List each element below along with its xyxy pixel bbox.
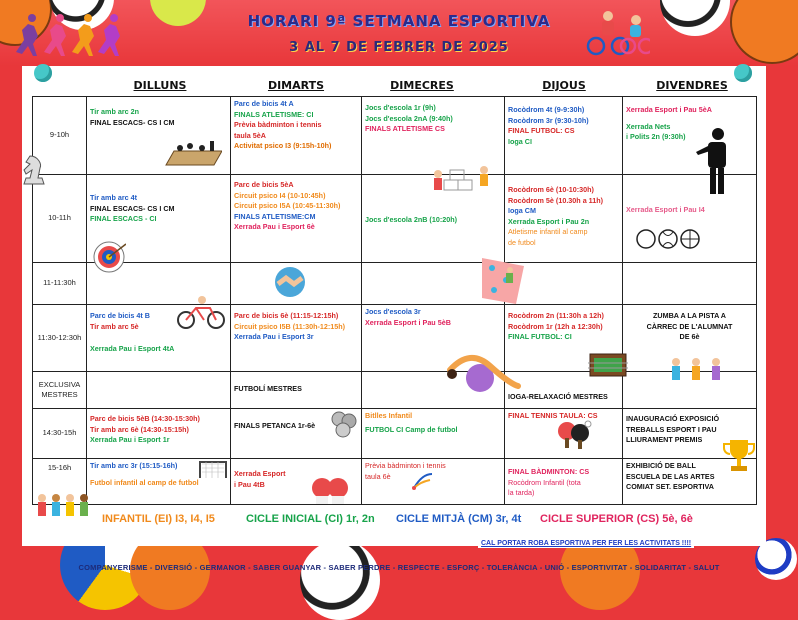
cell-r1-fri	[623, 97, 757, 175]
cell-r7-thu	[505, 459, 623, 505]
activity: Prèvia bàdminton i tennis	[365, 461, 446, 470]
activity: Bitlles Infantil	[365, 411, 413, 420]
activity: FINAL ESCACS - CI	[90, 214, 157, 223]
activity: i Polits 2n (9:30h)	[626, 132, 686, 141]
activity: la tarda)	[508, 488, 535, 497]
activity: Jocs d'escola 2nB (10:20h)	[365, 215, 457, 224]
activity: Parc de bicis 5èB (14:30-15:30h)	[90, 414, 200, 423]
time-cell: 11:30-12:30h	[33, 305, 87, 372]
day-header-fri: DIVENDRES	[656, 79, 728, 92]
schedule-table	[32, 96, 757, 505]
table-row	[33, 263, 757, 305]
activity: i Pau 4tB	[234, 479, 265, 489]
table-row	[33, 305, 757, 372]
boxing-glove-icon	[310, 472, 350, 506]
cell-r5-tue	[231, 372, 362, 409]
climbing-wall-icon	[482, 258, 524, 304]
legend-cicle-inicial: CICLE INICIAL (CI) 1r, 2n	[246, 513, 375, 525]
activity: Jocs d'escola 2nA (9:40h)	[365, 113, 453, 123]
activity: FINAL FUTBOL: CS	[508, 126, 575, 135]
activity: DE 6è	[679, 332, 700, 341]
activity: Circuit psico I5B (11:30h-12:15h)	[234, 321, 346, 331]
yoga-ball-icon	[446, 352, 522, 394]
activity: FUTBOLÍ MESTRES	[234, 384, 302, 393]
activity: Rocòdrom 1r (12h a 12:30h)	[508, 321, 603, 331]
activity: Tir amb arc 5è	[90, 321, 139, 331]
activity: FINAL FUTBOL: CI	[508, 332, 572, 341]
activity: de futbol	[508, 237, 536, 247]
football-icon-bottom	[300, 540, 380, 620]
cell-r3-fri	[623, 263, 757, 305]
activity: Xerrada Pau i Esport 6è	[234, 222, 315, 231]
cell-r5-mon	[87, 372, 231, 409]
table-row	[33, 97, 757, 175]
day-header-mon: DILLUNS	[133, 79, 187, 92]
activity: ZUMBA A LA PISTA A	[653, 311, 726, 320]
hopscotch-icon	[428, 160, 494, 200]
activity: FUTBOL CI Camp de futbol	[365, 424, 458, 434]
chess-icon	[158, 137, 222, 167]
badminton-icon	[410, 470, 434, 494]
archery-target-icon	[92, 240, 126, 274]
table-row	[33, 372, 757, 409]
football-goal-icon	[198, 458, 228, 480]
pin-icon-left	[34, 64, 52, 82]
activity: Tir amb arc 3r (15:15-16h)	[90, 461, 178, 470]
activity: Xerrada Esport i Pau I4	[626, 205, 705, 214]
activity: FINALS ATLETISME CS	[365, 124, 445, 133]
petanque-icon	[330, 410, 358, 438]
day-header-thu: DIJOUS	[542, 79, 586, 92]
page-title: HORARI 9ª SETMANA ESPORTIVA	[247, 12, 551, 30]
activity: Parc de bicis 4t A	[234, 99, 294, 108]
activity: FINALS PETANCA 1r-6è	[234, 421, 316, 430]
activity: EXHIBICIÓ DE BALL	[626, 461, 696, 470]
legend-infantil: INFANTIL (EI) I3, I4, I5	[102, 513, 215, 525]
peace-balls-icon	[636, 228, 700, 250]
time-cell: 14:30-15h	[33, 409, 87, 459]
activity: FINALS ATLETISME: CI	[234, 109, 314, 119]
activity: TREBALLS ESPORT I PAU	[626, 424, 717, 434]
time-cell: 9-10h	[33, 97, 87, 175]
legend-cicle-mitja: CICLE MITJÀ (CM) 3r, 4t	[396, 513, 522, 525]
activity: Jocs d'escola 1r (9h)	[365, 103, 436, 112]
activity: Parc de bicis 6è (11:15-12:15h)	[234, 311, 339, 320]
activity: FINAL BÀDMINTON: CS	[508, 467, 590, 476]
page-subtitle: 3 AL 7 DE FEBRER DE 2025	[289, 40, 509, 55]
cell-r4-tue	[231, 305, 362, 372]
activity: Circuit psico I5A (10:45-11:30h)	[234, 201, 341, 210]
time-cell: 10-11h	[33, 175, 87, 263]
kids-group-icon	[34, 492, 98, 518]
foosball-icon	[588, 348, 628, 382]
activity: Xerrada Pau i Esport 1r	[90, 435, 170, 444]
time-cell: EXCLUSIVA MESTRES	[33, 372, 87, 409]
activity: Ioga CM	[508, 206, 536, 215]
activity: CÀRREC DE L'ALUMNAT	[646, 321, 733, 331]
activity: Tir amb arc 4t	[90, 193, 138, 202]
activity: Circuit psico I4 (10-10:45h)	[234, 190, 326, 200]
time-cell: 15-16h	[33, 459, 87, 505]
activity: taula 5èA	[234, 130, 266, 140]
activity: FINALS ATLETISME:CM	[234, 211, 316, 221]
activity: ESCUELA DE LAS ARTES	[626, 471, 715, 481]
activity: COMIAT SET. ESPORTIVA	[626, 482, 714, 491]
chess-knight-icon	[16, 152, 52, 186]
activity: Prèvia bàdminton i tennis	[234, 120, 322, 129]
activity: Rocòdrom 2n (11:30h a 12h)	[508, 311, 604, 320]
day-header-wed: DIMECRES	[390, 79, 454, 92]
activity: Xerrada Esport i Pau 2n	[508, 216, 590, 226]
activity: FINAL TENNIS TAULA: CS	[508, 411, 598, 420]
activity: Xerrada Nets	[626, 121, 671, 131]
activity: Xerrada Pau i Esport 3r	[234, 332, 314, 341]
activity: IOGA-RELAXACIÓ MESTRES	[508, 392, 608, 401]
activity: Xerrada Esport	[234, 469, 286, 478]
activity: Xerrada Esport i Pau 5èB	[365, 317, 451, 327]
activity: Rocòdrom 6è (10-10:30h)	[508, 185, 594, 194]
activity: Ioga CI	[508, 136, 532, 146]
activity: Activitat psico I3 (9:15h-10h)	[234, 141, 332, 150]
activity: Xerrada Esport i Pau 5èA	[626, 105, 712, 114]
activity: LLIURAMENT PREMIS	[626, 435, 703, 444]
activity: Rocòdrom 5è (10.30h a 11h)	[508, 195, 604, 205]
activity: INAUGURACIÓ EXPOSICIÓ	[626, 414, 720, 423]
cell-r1-tue	[231, 97, 362, 175]
activity: Rocòdrom 4t (9-9:30h)	[508, 105, 585, 114]
activity: Jocs d'escola 3r	[365, 307, 421, 316]
time-cell: 11-11:30h	[33, 263, 87, 305]
activity: Tir amb arc 6è (14:30-15:15h)	[90, 424, 189, 434]
zumba-dancers-icon	[666, 356, 726, 396]
cell-r2-tue	[231, 175, 362, 263]
values-line: COMPANYERISME - DIVERSIÓ - GERMANOR - SABER GUANYAR - SABER PERDRE - RESPECTE - ESFORÇ - TOLERÀNCIA - UNIÓ - ESPORTIVITAT - SOLIDARITAT - SALUT	[78, 563, 720, 572]
table-row	[33, 459, 757, 505]
cell-r6-mon	[87, 409, 231, 459]
teacher-whistle-icon	[694, 126, 734, 196]
cell-r6-wed	[362, 409, 505, 459]
activity: FINAL ESCACS- CS I CM	[90, 117, 175, 127]
table-row	[33, 409, 757, 459]
activity: taula 6è	[365, 471, 391, 481]
day-header-tue: DIMARTS	[267, 79, 325, 92]
cell-r2-thu	[505, 175, 623, 263]
bicycle-icon	[176, 294, 226, 330]
clothing-note: CAL PORTAR ROBA ESPORTIVA PER FER LES ACTIVITATS !!!!	[478, 539, 694, 548]
legend-cicle-superior: CICLE SUPERIOR (CS) 5è, 6è	[540, 513, 693, 525]
trophy-icon	[722, 436, 756, 476]
activity: Tir amb arc 2n	[90, 107, 140, 116]
activity: Parc de bicis 4t B	[90, 311, 150, 320]
activity: Xerrada Pau i Esport 4tA	[90, 344, 175, 353]
cell-r1-thu	[505, 97, 623, 175]
activity: FINAL ESCACS- CS I CM	[90, 203, 175, 213]
activity: Atletisme infantil al camp	[508, 227, 588, 236]
activity: Rocòdrom 3r (9:30-10h)	[508, 115, 589, 125]
activity: Futbol infantil al camp de futbol	[90, 477, 199, 487]
handshake-icon	[272, 266, 308, 298]
activity: Parc de bicis 5èA	[234, 180, 294, 189]
activity: Rocòdrom Infantil (tota	[508, 477, 581, 487]
ping-pong-icon	[556, 420, 592, 450]
